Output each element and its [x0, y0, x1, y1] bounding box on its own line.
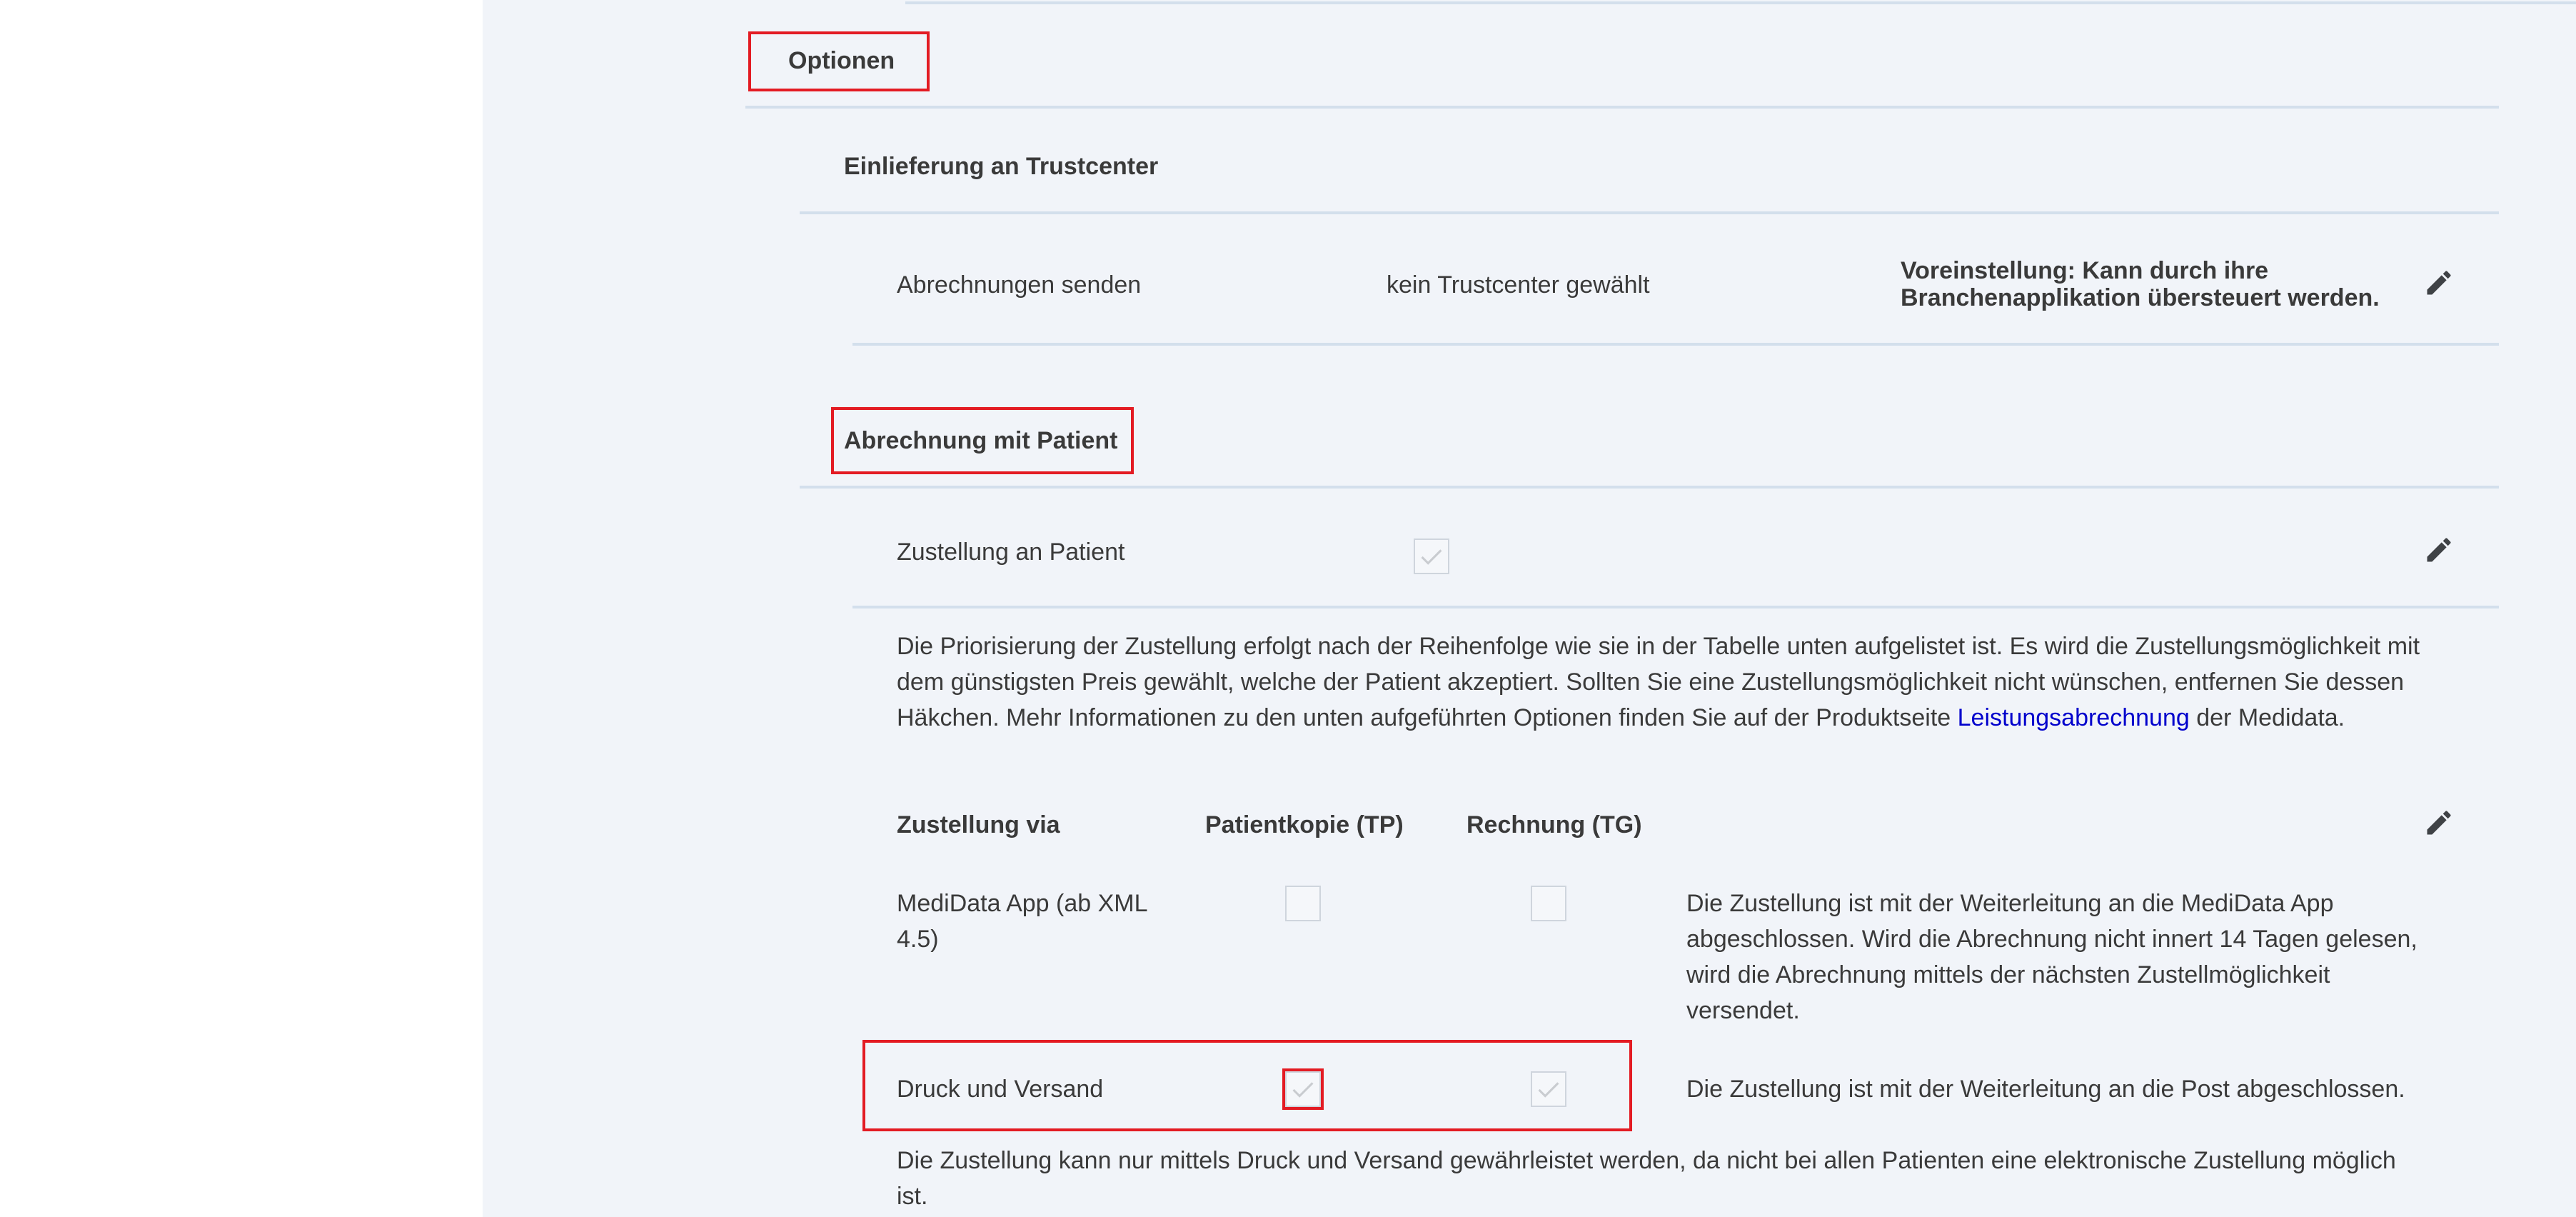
pencil-icon	[2423, 534, 2455, 566]
checkbox-medidata-tp[interactable]	[1285, 886, 1321, 921]
info-medidata-line4: versendet.	[1686, 997, 1800, 1024]
note-voreinstellung-line2: Branchenapplikation übersteuert werden.	[1901, 284, 2380, 311]
divider	[800, 486, 2499, 489]
col-header-rechnung: Rechnung (TG)	[1466, 811, 1642, 838]
divider	[852, 343, 2499, 346]
heading-trustcenter: Einlieferung an Trustcenter	[844, 153, 1159, 180]
info-druck-versand: Die Zustellung ist mit der Weiterleitung an die Post abgeschlossen.	[1686, 1076, 2405, 1103]
row-label-abrechnungen-senden: Abrechnungen senden	[897, 271, 1142, 299]
checkbox-druck-tp[interactable]	[1285, 1071, 1321, 1107]
divider	[745, 106, 2499, 109]
footer-note-line2: ist.	[897, 1183, 928, 1210]
row-label-medidata-app-line2: 4.5)	[897, 926, 939, 953]
row-value-trustcenter: kein Trustcenter gewählt	[1387, 271, 1650, 299]
info-medidata-line3: wird die Abrechnung mittels der nächsten Zustellmöglichkeit	[1686, 961, 2330, 988]
checkbox-medidata-tg[interactable]	[1531, 886, 1566, 921]
info-medidata-line1: Die Zustellung ist mit der Weiterleitung an die MediData App	[1686, 890, 2334, 917]
pencil-icon	[2423, 267, 2455, 299]
divider	[852, 606, 2499, 608]
divider	[800, 211, 2499, 214]
divider	[905, 1, 2576, 4]
heading-abrechnung-patient: Abrechnung mit Patient	[844, 427, 1118, 454]
col-header-patientkopie: Patientkopie (TP)	[1205, 811, 1404, 838]
edit-patient-delivery-button[interactable]	[2423, 534, 2455, 566]
description-text-end: der Medidata.	[2189, 704, 2345, 731]
checkmark-icon	[1415, 540, 1448, 573]
row-label-medidata-app-line1: MediData App (ab XML	[897, 890, 1148, 917]
edit-delivery-table-button[interactable]	[2423, 807, 2455, 838]
row-label-zustellung-patient: Zustellung an Patient	[897, 539, 1125, 566]
col-header-zustellung-via: Zustellung via	[897, 811, 1060, 838]
note-voreinstellung-line1: Voreinstellung: Kann durch ihre	[1901, 257, 2269, 284]
description-paragraph	[897, 628, 2467, 736]
checkbox-zustellung-patient[interactable]	[1414, 539, 1449, 574]
checkmark-icon	[1287, 1073, 1319, 1106]
pencil-icon	[2423, 807, 2455, 838]
left-blank-area	[0, 0, 483, 1217]
footer-note-line1: Die Zustellung kann nur mittels Druck und Versand gewährleistet werden, da nicht bei allen Patienten eine elektronische Zustellung möglich	[897, 1147, 2396, 1174]
settings-panel	[483, 0, 2576, 1217]
description-text: Die Priorisierung der Zustellung erfolgt nach der Reihenfolge wie sie in der Tabelle unten aufgelistet ist. Es wird die Zustellungsmöglichkeit mit dem günstigsten Preis gewählt, welche der Patient akzeptiert. Sollten Sie eine Zustellungsmöglichkeit nicht wünschen, entfernen Sie dessen Häkchen. Mehr Informationen zu den unten aufgeführten Optionen finden Sie auf der Produktseite	[897, 633, 2420, 731]
checkbox-druck-tg[interactable]	[1531, 1071, 1566, 1107]
edit-trustcenter-button[interactable]	[2423, 267, 2455, 299]
checkmark-icon	[1532, 1073, 1565, 1106]
info-medidata-line2: abgeschlossen. Wird die Abrechnung nicht innert 14 Tagen gelesen,	[1686, 926, 2417, 953]
row-label-druck-versand: Druck und Versand	[897, 1076, 1104, 1103]
link-leistungsabrechnung[interactable]: Leistungsabrechnung	[1957, 704, 2190, 731]
section-title-options: Optionen	[788, 47, 895, 74]
